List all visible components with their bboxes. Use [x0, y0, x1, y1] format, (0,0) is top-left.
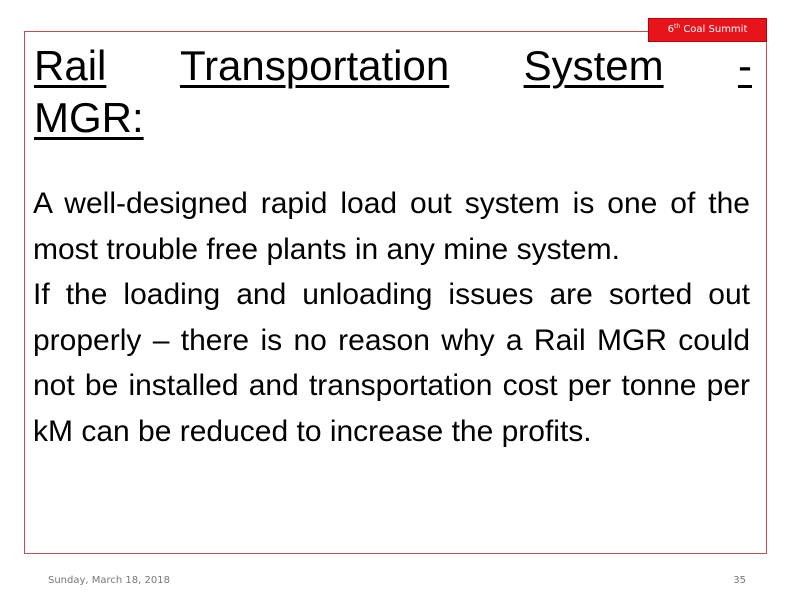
title-word-system: System — [523, 42, 664, 89]
title-word-transportation: Transportation — [179, 42, 450, 89]
event-badge — [648, 18, 767, 42]
footer-date: Sunday, March 18, 2018 — [48, 575, 170, 586]
badge-ordinal: 6 — [667, 24, 674, 35]
slide-title-line-2 — [34, 92, 144, 144]
title-word-mgr: MGR: — [34, 94, 144, 141]
badge-label: Coal Summit — [680, 24, 748, 35]
title-word-rail: Rail — [34, 42, 107, 89]
body-paragraph-1: A well-designed rapid load out system is one of the most trouble free plants in any mine system. — [33, 187, 750, 266]
title-dash: - — [738, 42, 752, 89]
footer-page-number: 35 — [733, 575, 746, 586]
badge-ordinal-suffix: th — [673, 23, 681, 30]
slide-title — [34, 40, 752, 92]
slide-body — [33, 181, 750, 454]
body-paragraph-2: If the loading and unloading issues are sorted out properly – there is no reason why a Rail MGR could not be installed and transportation cost per tonne per kM can be reduced to increase the profits. — [33, 278, 750, 448]
